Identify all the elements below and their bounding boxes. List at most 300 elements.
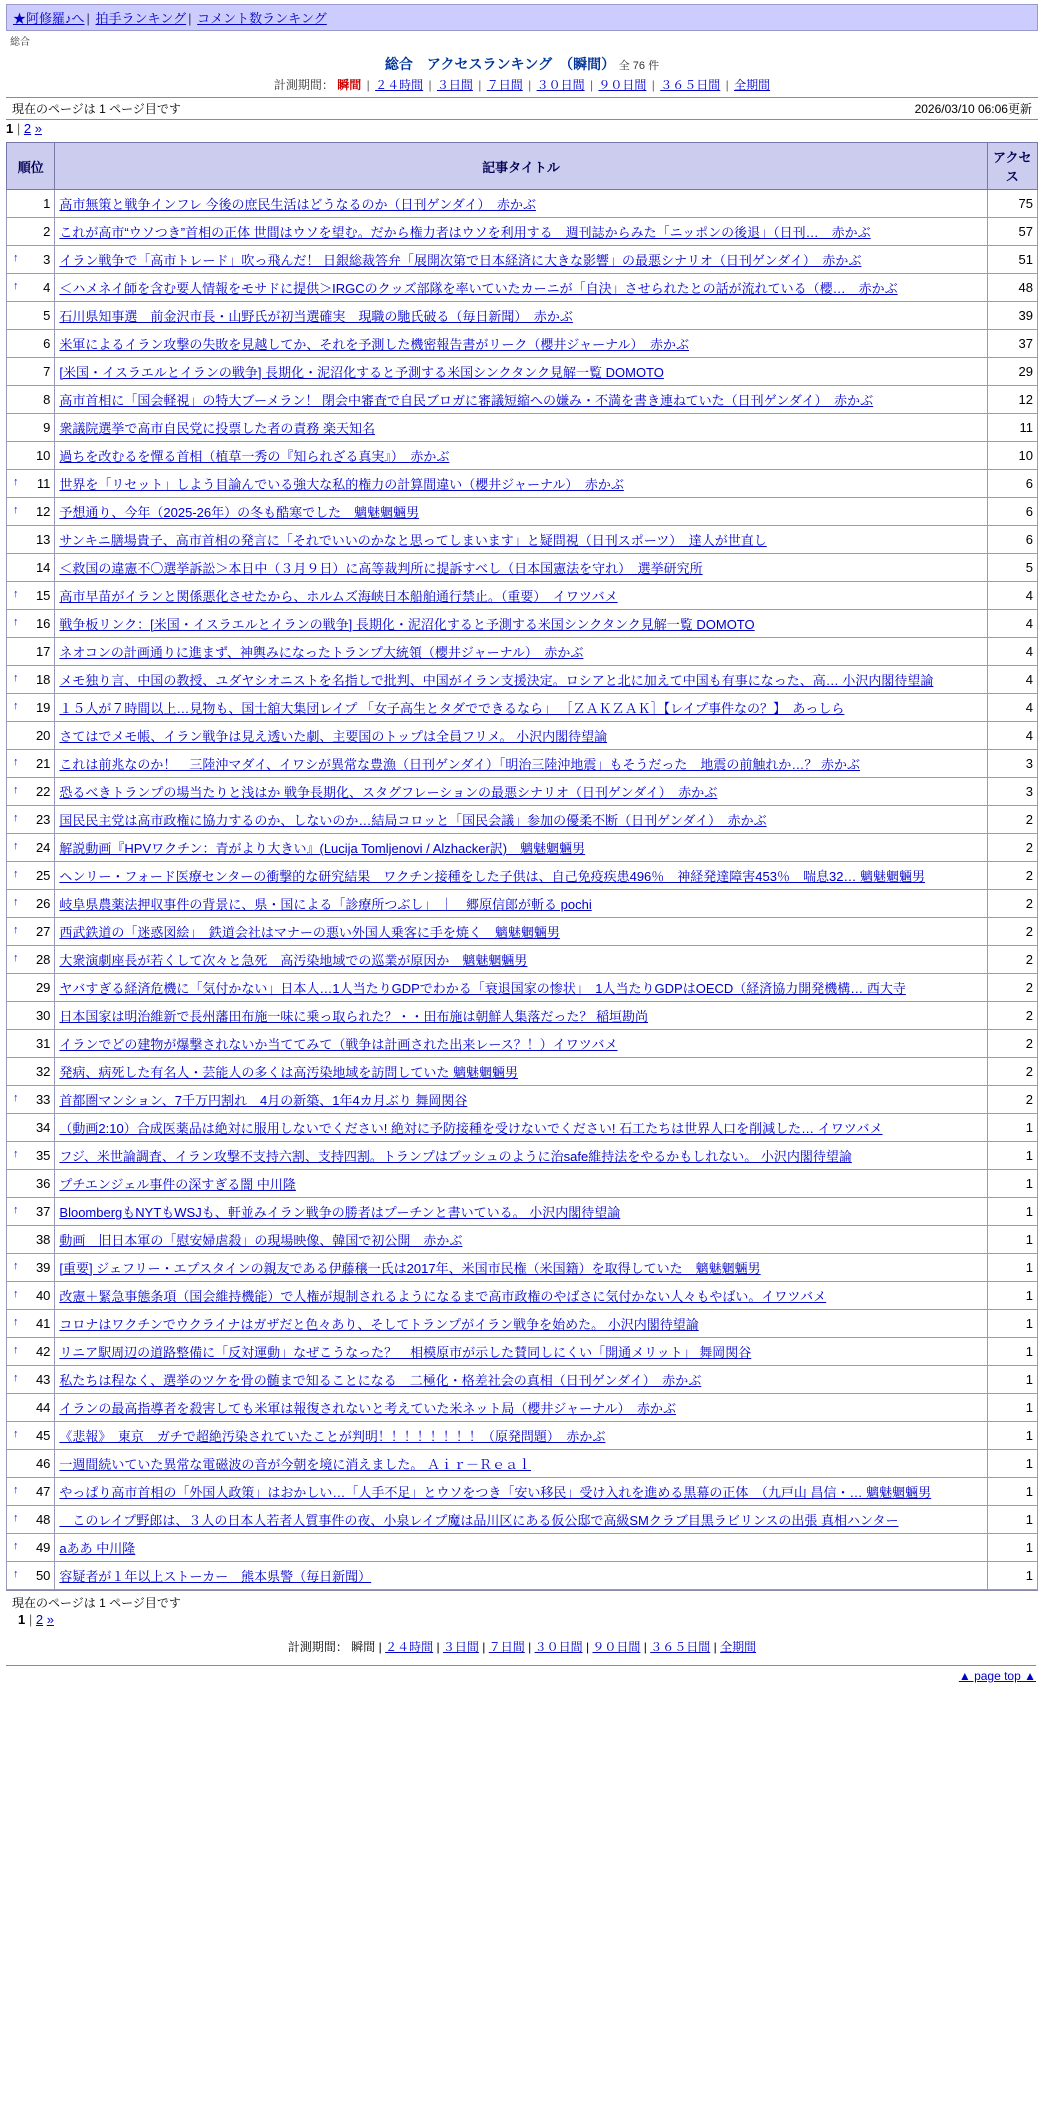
article-title-link[interactable]: このレイプ野郎は、３人の日本人若者人質事件の夜、小泉レイプ魔は品川区にある仮公邸で高級SMクラブ目黒ラビリンスの出張 真相ハンター	[59, 1513, 899, 1528]
title-cell	[55, 246, 987, 274]
article-title-link[interactable]: ネオコンの計画通りに進まず、神輿みになったトランプ大統領（櫻井ジャーナル） 赤かぶ	[59, 645, 584, 660]
access-count-cell: 1	[987, 1114, 1037, 1142]
period-bar-b5: |	[643, 1640, 647, 1654]
rank-number: 14	[35, 560, 51, 575]
rank-cell	[7, 218, 55, 246]
table-row	[7, 498, 1038, 526]
rank-number: 36	[35, 1176, 51, 1191]
article-title-link[interactable]: これは前兆なのか！ 三陸沖マダイ、イワシが異常な豊漁（日刊ゲンダイ）「明治三陸沖地震」もそうだった 地震の前触れか…？ 赤かぶ	[59, 757, 861, 772]
period-bar-b3: |	[528, 1640, 532, 1654]
rank-cell	[7, 1534, 55, 1562]
rank-number: 13	[35, 532, 51, 547]
page-status-bar-top	[6, 97, 1038, 120]
article-title-link[interactable]: 大衆演劇座長が若くして次々と急死 高汚染地域での巡業が原因か 魑魅魍魎男	[59, 953, 528, 968]
table-row	[7, 806, 1038, 834]
period-bar-b4: |	[585, 1640, 590, 1654]
access-count-cell: 2	[987, 974, 1037, 1002]
period-option-7d-bottom[interactable]: ７日間	[488, 1640, 525, 1654]
article-title-link[interactable]: 解説動画『HPVワクチン：青がより大きい』(Lucija Tomljenovi / Alzhacker訳) 魑魅魍魎男	[59, 841, 586, 856]
rank-cell	[7, 722, 55, 750]
rank-cell	[7, 1366, 55, 1394]
title-cell	[55, 1422, 987, 1450]
article-title-link[interactable]: 世界を「リセット」しよう目論んでいる強大な私的権力の計算間違い（櫻井ジャーナル） 赤かぶ	[59, 477, 624, 492]
access-count-cell: 2	[987, 1058, 1037, 1086]
access-count-cell: 1	[987, 1142, 1037, 1170]
rank-number: 29	[35, 980, 51, 995]
rank-number: 20	[35, 728, 51, 743]
table-row	[7, 554, 1038, 582]
rank-number: 15	[35, 588, 51, 603]
access-count-cell: 1	[987, 1338, 1037, 1366]
article-title-link[interactable]: 国民民主党は高市政権に協力するのか、しないのか…結局コロッと「国民会議」参加の優柔不断（日刊ゲンダイ） 赤かぶ	[59, 813, 767, 828]
access-count-cell: 1	[987, 1562, 1037, 1590]
rank-cell	[7, 1254, 55, 1282]
period-option-3d-bottom[interactable]: ３日間	[442, 1640, 479, 1654]
page-root	[0, 4, 1044, 1683]
access-count-cell: 1	[987, 1254, 1037, 1282]
period-option-24h-bottom[interactable]: ２４時間	[385, 1640, 434, 1654]
rank-number: 25	[35, 868, 51, 883]
access-count-cell: 4	[987, 610, 1037, 638]
ranking-table	[6, 142, 1038, 1590]
article-title-link[interactable]: プチエンジェル事件の深すぎる闇 中川隆	[59, 1177, 296, 1192]
page-link-2[interactable]: 2	[23, 121, 32, 136]
title-cell	[55, 274, 987, 302]
rank-number: 30	[35, 1008, 51, 1023]
rank-number: 35	[35, 1148, 51, 1163]
rank-cell	[7, 1310, 55, 1338]
period-option-3d[interactable]: ３日間	[436, 78, 473, 92]
rank-cell	[7, 638, 55, 666]
rank-cell	[7, 890, 55, 918]
rank-up-arrow-icon: ↑	[13, 812, 19, 824]
article-title-link[interactable]: 高市無策と戦争インフレ 今後の庶民生活はどうなるのか（日刊ゲンダイ） 赤かぶ	[59, 197, 536, 212]
access-count-cell: 12	[987, 386, 1037, 414]
table-row	[7, 1058, 1038, 1086]
article-title-link[interactable]: 日本国家は明治維新で長州藩田布施一味に乗っ取られた？・・田布施は朝鮮人集落だった？ 稲垣勘尚	[59, 1009, 649, 1024]
period-current-bottom: 瞬間	[351, 1640, 376, 1654]
title-cell	[55, 1394, 987, 1422]
rank-cell	[7, 918, 55, 946]
article-title-link[interactable]: イラン戦争で「高市トレード」吹っ飛んだ！ 日銀総裁答弁「展開次第で日本経済に大きな影響」の最悪シナリオ（日刊ゲンダイ） 赤かぶ	[59, 253, 862, 268]
access-count-cell: 39	[987, 302, 1037, 330]
rank-number: 28	[35, 952, 51, 967]
access-count-cell: 2	[987, 806, 1037, 834]
period-label-bottom: 計測期間：	[287, 1640, 348, 1654]
rank-cell	[7, 498, 55, 526]
rank-number: 8	[43, 392, 51, 407]
period-option-all[interactable]: 全期間	[734, 78, 771, 92]
title-cell	[55, 1506, 987, 1534]
period-bar-b1: |	[436, 1640, 440, 1654]
rank-up-arrow-icon: ↑	[13, 756, 19, 768]
title-cell	[55, 470, 987, 498]
title-cell	[55, 414, 987, 442]
rank-number: 19	[35, 700, 51, 715]
article-title-link[interactable]: 衆議院選挙で高市自民党に投票した者の責務 楽天知名	[59, 421, 376, 436]
title-cell	[55, 1478, 987, 1506]
title-cell	[55, 1338, 987, 1366]
article-title-link[interactable]: 戦争板リンク：[米国・イスラエルとイランの戦争] 長期化・泥沼化すると予測する米国シンクタンク見解一覧 DOMOTO	[59, 617, 755, 632]
table-row	[7, 1002, 1038, 1030]
rank-cell	[7, 1282, 55, 1310]
access-count-cell: 4	[987, 694, 1037, 722]
rank-number: 16	[35, 616, 51, 631]
table-row	[7, 862, 1038, 890]
nav-separator-1: |	[86, 11, 90, 26]
access-count-cell: 2	[987, 946, 1037, 974]
rank-cell	[7, 330, 55, 358]
title-cell	[55, 1282, 987, 1310]
access-count-cell: 4	[987, 638, 1037, 666]
rank-up-arrow-icon: ↑	[13, 1288, 19, 1300]
rank-number: 1	[43, 196, 51, 211]
pagination-bar-top: |	[16, 121, 21, 136]
access-count-cell: 1	[987, 1422, 1037, 1450]
pagination-bottom	[12, 1611, 1032, 1630]
table-row	[7, 442, 1038, 470]
table-row	[7, 1086, 1038, 1114]
page-link-2-bottom[interactable]: 2	[35, 1612, 44, 1627]
access-count-cell: 1	[987, 1450, 1037, 1478]
access-count-cell: 2	[987, 1002, 1037, 1030]
article-title-link[interactable]: 岐阜県農薬法押収事件の背景に、県・国による「診療所つぶし」 ｜ 郷原信郎が斬る pochi	[59, 897, 592, 912]
period-option-90d[interactable]: ９０日間	[598, 78, 647, 92]
article-title-link[interactable]: （動画2:10）合成医薬品は絶対に服用しないでください! 絶対に予防接種を受けないでください! 石工たちは世界人口を削減した… イワツバメ	[59, 1121, 883, 1136]
article-title-link[interactable]: [重要] ジェフリー・エプスタインの親友である伊藤穣一氏は2017年、米国市民権（米国籍）を取得していた 魑魅魍魎男	[59, 1261, 761, 1276]
rank-cell	[7, 1030, 55, 1058]
access-count-cell: 1	[987, 1366, 1037, 1394]
pagination-bar-bottom: |	[28, 1612, 33, 1627]
table-row	[7, 1310, 1038, 1338]
rank-number: 38	[35, 1232, 51, 1247]
period-bar-6: |	[725, 78, 729, 92]
period-selector-bottom	[0, 1638, 1044, 1655]
title-cell	[55, 1058, 987, 1086]
rank-cell	[7, 358, 55, 386]
rank-cell	[7, 750, 55, 778]
rank-number: 4	[43, 280, 51, 295]
article-title-link[interactable]: 過ちを改むるを憚る首相（植草一秀の『知られざる真実』） 赤かぶ	[59, 449, 450, 464]
rank-number: 50	[35, 1568, 51, 1583]
rank-up-arrow-icon: ↑	[13, 588, 19, 600]
title-cell	[55, 1170, 987, 1198]
table-row	[7, 246, 1038, 274]
access-count-cell: 51	[987, 246, 1037, 274]
rank-up-arrow-icon: ↑	[13, 504, 19, 516]
rank-up-arrow-icon: ↑	[13, 1428, 19, 1440]
article-title-link[interactable]: メモ独り言、中国の教授、ユダヤシオニストを名指しで批判、中国がイラン支援決定。ロシアと北に加えて中国も有事になった、高… 小沢内閣待望論	[59, 673, 934, 688]
article-title-link[interactable]: 恐るべきトランプの場当たりと浅はか 戦争長期化、スタグフレーションの最悪シナリオ（日刊ゲンダイ） 赤かぶ	[59, 785, 718, 800]
access-count-cell: 37	[987, 330, 1037, 358]
article-title-link[interactable]: ＜ハメネイ師を含む要人情報をモサドに提供＞IRGCのクッズ部隊を率いていたカーニが「自決」させられたとの話が流れている（櫻… 赤かぶ	[59, 281, 898, 296]
article-title-link[interactable]: 高市早苗がイランと関係悪化させたから、ホルムズ海峡日本船舶通行禁止。（重要） イワツバメ	[59, 589, 618, 604]
rank-up-arrow-icon: ↑	[13, 840, 19, 852]
table-row	[7, 722, 1038, 750]
table-row	[7, 582, 1038, 610]
period-bar-4: |	[589, 78, 594, 92]
period-option-30d[interactable]: ３０日間	[536, 78, 585, 92]
access-count-cell: 3	[987, 778, 1037, 806]
rank-up-arrow-icon: ↑	[13, 1316, 19, 1328]
table-row	[7, 610, 1038, 638]
table-row	[7, 1170, 1038, 1198]
column-header-rank: 順位	[7, 143, 55, 190]
title-cell	[55, 1002, 987, 1030]
rank-number: 45	[35, 1428, 51, 1443]
access-count-cell: 3	[987, 750, 1037, 778]
period-bar-b0: |	[378, 1640, 382, 1654]
article-title-link[interactable]: フジ、米世論調査、イラン攻撃不支持六割、支持四割。トランプはブッシュのように治safe維持法をやるかもしれない。 小沢内閣待望論	[59, 1149, 852, 1164]
article-title-link[interactable]: 西武鉄道の「迷惑図絵」 鉄道会社はマナーの悪い外国人乗客に手を焼く 魑魅魍魎男	[59, 925, 560, 940]
period-option-24h[interactable]: ２４時間	[375, 78, 424, 92]
rank-number: 18	[35, 672, 51, 687]
article-title-link[interactable]: サンキニ膳場貴子、高市首相の発言に「それでいいのかなと思ってしまいます」と疑問視（日刊スポーツ） 達人が世直し	[59, 533, 767, 548]
article-title-link[interactable]: さてはでメモ帳、イラン戦争は見え透いた劇、主要国のトップは全員フリメ。 小沢内閣待望論	[59, 729, 608, 744]
table-row	[7, 638, 1038, 666]
rank-number: 32	[35, 1064, 51, 1079]
table-row	[7, 1254, 1038, 1282]
rank-number: 12	[35, 504, 51, 519]
period-option-all-bottom[interactable]: 全期間	[720, 1640, 757, 1654]
title-cell	[55, 1086, 987, 1114]
article-title-link[interactable]: 発病、病死した有名人・芸能人の多くは高汚染地域を訪問していた 魑魅魍魎男	[59, 1065, 519, 1080]
nav-link-comment-ranking[interactable]: コメント数ランキング	[197, 11, 327, 26]
rank-up-arrow-icon: ↑	[13, 1484, 19, 1496]
rank-number: 39	[35, 1260, 51, 1275]
rank-up-arrow-icon: ↑	[13, 280, 19, 292]
table-row	[7, 526, 1038, 554]
table-row	[7, 1338, 1038, 1366]
rank-number: 47	[35, 1484, 51, 1499]
period-option-365d-bottom[interactable]: ３６５日間	[650, 1640, 711, 1654]
nav-link-applause-ranking[interactable]: 拍手ランキング	[95, 11, 187, 26]
rank-cell	[7, 834, 55, 862]
nav-link-asyura[interactable]: ★阿修羅♪へ	[13, 11, 85, 26]
top-navigation	[6, 4, 1038, 31]
period-bar-0: |	[366, 78, 370, 92]
access-count-cell: 1	[987, 1394, 1037, 1422]
article-title-link[interactable]: 改憲＋緊急事態条項（国会維持機能）で人権が規制されるようになるまで高市政権のやばさに気付かない人々もやばい。イワツバメ	[59, 1289, 827, 1304]
page-next-arrow[interactable]: »	[34, 121, 42, 136]
article-title-link[interactable]: 首都圏マンション、7千万円割れ 4月の新築、1年4カ月ぶり 舞岡関谷	[59, 1093, 468, 1108]
column-header-title: 記事タイトル	[55, 143, 987, 190]
table-row	[7, 1394, 1038, 1422]
article-title-link[interactable]: 容疑者が１年以上ストーカー 熊本県警（毎日新聞）	[59, 1569, 372, 1584]
rank-cell	[7, 442, 55, 470]
rank-cell	[7, 1562, 55, 1590]
period-label: 計測期間：	[273, 78, 334, 92]
access-count-cell: 1	[987, 1226, 1037, 1254]
article-title-link[interactable]: ＜救国の違憲不〇選挙訴訟＞本日中（３月９日）に高等裁判所に提訴すべし（日本国憲法を守れ） 選挙研究所	[59, 561, 703, 576]
article-title-link[interactable]: リニア駅周辺の道路整備に「反対運動」なぜこうなった？ 相模原市が示した賛同しにくい「開通メリット」 舞岡関谷	[59, 1345, 752, 1360]
title-cell	[55, 834, 987, 862]
table-row	[7, 1366, 1038, 1394]
rank-cell	[7, 806, 55, 834]
access-count-cell: 4	[987, 666, 1037, 694]
title-cell	[55, 638, 987, 666]
rank-cell	[7, 946, 55, 974]
rank-number: 5	[43, 308, 51, 323]
access-count-cell: 6	[987, 526, 1037, 554]
title-cell	[55, 806, 987, 834]
nav-separator-2: |	[188, 11, 192, 26]
table-row	[7, 834, 1038, 862]
page-next-arrow-bottom[interactable]: »	[46, 1612, 54, 1627]
article-title-link[interactable]: BloombergもNYTもWSJも、軒並みイラン戦争の勝者はプーチンと書いている。 小沢内閣待望論	[59, 1205, 621, 1220]
article-title-link[interactable]: 米軍によるイラン攻撃の失敗を見越してか、それを予測した機密報告書がリーク（櫻井ジャーナル） 赤かぶ	[59, 337, 689, 352]
rank-number: 41	[35, 1316, 51, 1331]
rank-cell	[7, 582, 55, 610]
rank-number: 40	[35, 1288, 51, 1303]
page-status-text: 現在のページは 1 ページ目です	[12, 102, 181, 116]
rank-up-arrow-icon: ↑	[13, 1540, 19, 1552]
article-title-link[interactable]: ヤバすぎる経済危機に「気付かない」日本人…1人当たりGDPでわかる「衰退国家の惨状」 1人当たりGDPはOECD（経済協力開発機構… 西大寺	[59, 981, 906, 996]
table-row	[7, 1450, 1038, 1478]
title-cell	[55, 1450, 987, 1478]
column-header-access: アクセス	[987, 143, 1037, 190]
access-count-cell: 1	[987, 1478, 1037, 1506]
rank-number: 49	[35, 1540, 51, 1555]
rank-number: 24	[35, 840, 51, 855]
rank-up-arrow-icon: ↑	[13, 924, 19, 936]
table-row	[7, 1030, 1038, 1058]
table-row	[7, 946, 1038, 974]
article-title-link[interactable]: ヘンリー・フォード医療センターの衝撃的な研究結果 ワクチン接種をした子供は、自己免疫疾患496％ 神経発達障害453％ 喘息32… 魑魅魍魎男	[59, 869, 926, 884]
rank-up-arrow-icon: ↑	[13, 952, 19, 964]
article-title-link[interactable]: １５人が７時間以上…見物も、国士舘大集団レイプ 「女子高生とタダでできるなら」 ［ＺＡＫＺＡＫ］【レイプ事件なの？】 あっしら	[59, 701, 845, 716]
rank-number: 22	[35, 784, 51, 799]
rank-number: 21	[35, 756, 51, 771]
title-cell	[55, 1562, 987, 1590]
article-title-link[interactable]: 高市首相に「国会軽視」の特大ブーメラン！ 閉会中審査で自民ブロガに審議短縮への嫌み・不満を書き連ねていた（日刊ゲンダイ） 赤かぶ	[59, 393, 874, 408]
table-row	[7, 414, 1038, 442]
rank-number: 17	[35, 644, 51, 659]
access-count-cell: 2	[987, 918, 1037, 946]
access-count-cell: 1	[987, 1506, 1037, 1534]
title-cell	[55, 1198, 987, 1226]
table-row	[7, 1422, 1038, 1450]
rank-up-arrow-icon: ↑	[13, 616, 19, 628]
table-row	[7, 778, 1038, 806]
article-title-link[interactable]: 動画 旧日本軍の「慰安婦虐殺」の現場映像、韓国で初公開 赤かぶ	[59, 1233, 463, 1248]
rank-number: 44	[35, 1400, 51, 1415]
title-cell	[55, 330, 987, 358]
rank-cell	[7, 386, 55, 414]
title-cell	[55, 1226, 987, 1254]
rank-cell	[7, 470, 55, 498]
rank-number: 42	[35, 1344, 51, 1359]
title-cell	[55, 694, 987, 722]
rank-cell	[7, 1506, 55, 1534]
article-title-link[interactable]: 私たちは程なく、選挙のツケを骨の髄まで知ることになる 二極化・格差社会の真相（日刊ゲンダイ） 赤かぶ	[59, 1373, 702, 1388]
article-title-link[interactable]: コロナはワクチンでウクライナはガザだと色々あり、そしてトランプがイラン戦争を始めた。 小沢内閣待望論	[59, 1317, 699, 1332]
rank-cell	[7, 862, 55, 890]
period-bar-2: |	[478, 78, 482, 92]
page-top-link[interactable]: ▲ page top ▲	[958, 1669, 1036, 1683]
title-cell	[55, 778, 987, 806]
access-count-cell: 6	[987, 470, 1037, 498]
page-current: 1	[6, 121, 14, 136]
article-title-link[interactable]: 石川県知事選 前金沢市長・山野氏が初当選確実 現職の馳氏破る（毎日新聞） 赤かぶ	[59, 309, 573, 324]
table-row	[7, 1562, 1038, 1590]
title-cell	[55, 358, 987, 386]
title-cell	[55, 1310, 987, 1338]
rank-cell	[7, 974, 55, 1002]
rank-number: 7	[43, 364, 51, 379]
article-title-link[interactable]: これが高市“ウソつき”首相の正体 世間はウソを望む。だから権力者はウソを利用する 週刊誌からみた「ニッポンの後退」（日刊… 赤かぶ	[59, 225, 871, 240]
title-cell	[55, 1534, 987, 1562]
article-title-link[interactable]: 予想通り、今年（2025-26年）の冬も酷寒でした 魑魅魍魎男	[59, 505, 420, 520]
table-row	[7, 1226, 1038, 1254]
rank-number: 34	[35, 1120, 51, 1135]
table-row	[7, 190, 1038, 218]
access-count-cell: 29	[987, 358, 1037, 386]
rank-cell	[7, 1086, 55, 1114]
title-cell	[55, 526, 987, 554]
article-title-link[interactable]: 一週間続いていた異常な電磁波の音が今朝を境に消えました。 Ａｉｒ－Ｒｅａｌ	[59, 1457, 532, 1472]
table-row	[7, 918, 1038, 946]
rank-up-arrow-icon: ↑	[13, 1344, 19, 1356]
article-title-link[interactable]: イランでどの建物が爆撃されないか当ててみて（戦争は計画された出来レース？！）イワツバメ	[59, 1037, 618, 1052]
article-title-link[interactable]: イランの最高指導者を殺害しても米軍は報復されないと考えていた米ネット局（櫻井ジャーナル） 赤かぶ	[59, 1401, 676, 1416]
page-status-text-bottom: 現在のページは 1 ページ目です	[12, 1596, 181, 1610]
rank-cell	[7, 1422, 55, 1450]
article-title-link[interactable]: 《悲報》 東京 ガチで超絶汚染されていたことが判明！！！！！！！！（原発問題） 赤かぶ	[59, 1429, 606, 1444]
rank-cell	[7, 1142, 55, 1170]
rank-cell	[7, 1450, 55, 1478]
rank-number: 27	[35, 924, 51, 939]
article-title-link[interactable]: aああ 中川隆	[59, 1541, 136, 1556]
period-selector-top	[0, 76, 1044, 93]
period-option-30d-bottom[interactable]: ３０日間	[534, 1640, 583, 1654]
title-cell	[55, 862, 987, 890]
title-cell	[55, 610, 987, 638]
table-row	[7, 218, 1038, 246]
rank-up-arrow-icon: ↑	[13, 896, 19, 908]
rank-up-arrow-icon: ↑	[13, 476, 19, 488]
period-option-90d-bottom[interactable]: ９０日間	[592, 1640, 641, 1654]
rank-cell	[7, 694, 55, 722]
access-count-cell: 4	[987, 722, 1037, 750]
page-title: 総合 アクセスランキング （瞬間）	[384, 56, 616, 72]
total-count: 全 76 件	[618, 60, 660, 72]
period-option-365d[interactable]: ３６５日間	[660, 78, 721, 92]
access-count-cell: 1	[987, 1198, 1037, 1226]
article-title-link[interactable]: [米国・イスラエルとイランの戦争] 長期化・泥沼化すると予測する米国シンクタンク見解一覧 DOMOTO	[59, 365, 664, 380]
rank-up-arrow-icon: ↑	[13, 1260, 19, 1272]
article-title-link[interactable]: やっぱり高市首相の「外国人政策」はおかしい…「人手不足」とウソをつき「安い移民」受け入れを進める黒幕の正体 （九戸山 昌信・… 魑魅魍魎男	[59, 1485, 932, 1500]
access-count-cell: 48	[987, 274, 1037, 302]
access-count-cell: 1	[987, 1310, 1037, 1338]
rank-cell	[7, 610, 55, 638]
title-cell	[55, 442, 987, 470]
rank-cell	[7, 1226, 55, 1254]
rank-cell	[7, 1058, 55, 1086]
rank-number: 46	[35, 1456, 51, 1471]
rank-cell	[7, 190, 55, 218]
rank-cell	[7, 246, 55, 274]
rank-number: 43	[35, 1372, 51, 1387]
rank-up-arrow-icon: ↑	[13, 1204, 19, 1216]
rank-up-arrow-icon: ↑	[13, 1148, 19, 1160]
access-count-cell: 6	[987, 498, 1037, 526]
title-cell	[55, 190, 987, 218]
period-option-7d[interactable]: ７日間	[486, 78, 523, 92]
last-updated: 2026/03/10 06:06更新	[914, 102, 1032, 116]
table-row	[7, 1282, 1038, 1310]
title-cell	[55, 1254, 987, 1282]
